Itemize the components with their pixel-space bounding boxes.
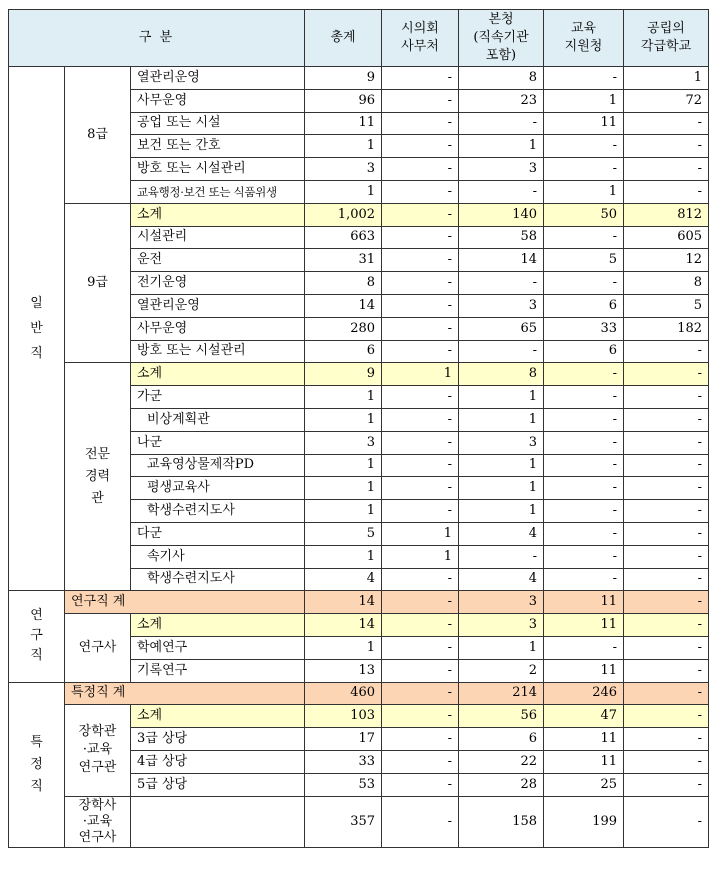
- cell-assembly: -: [382, 249, 459, 272]
- cell-school: -: [624, 568, 709, 591]
- cell-hq: 214: [459, 682, 544, 705]
- row-label: 평생교육사: [131, 477, 305, 500]
- cell-hq: 1: [459, 135, 544, 158]
- cell-school: -: [624, 386, 709, 409]
- row-label: 소계: [131, 203, 305, 226]
- cell-total: 13: [305, 659, 382, 682]
- cell-school: 72: [624, 89, 709, 112]
- cell-total: 14: [305, 591, 382, 614]
- row-label: 학생수련지도사: [131, 568, 305, 591]
- cell-assembly: -: [382, 728, 459, 751]
- cell-office: -: [544, 545, 624, 568]
- cell-assembly: -: [382, 591, 459, 614]
- cell-hq: 58: [459, 226, 544, 249]
- cell-school: 8: [624, 272, 709, 295]
- cell-school: -: [624, 500, 709, 523]
- cell-school: -: [624, 363, 709, 386]
- cell-office: -: [544, 454, 624, 477]
- cell-hq: 140: [459, 203, 544, 226]
- cell-office: -: [544, 636, 624, 659]
- row-label: 비상계획관: [131, 408, 305, 431]
- cell-total: 4: [305, 568, 382, 591]
- cell-total: 9: [305, 363, 382, 386]
- cell-office: 11: [544, 591, 624, 614]
- cell-total: 1: [305, 386, 382, 409]
- subgroup-supervisor: 장학관 ·교육 연구관: [65, 705, 131, 796]
- cell-assembly: -: [382, 317, 459, 340]
- row-label: 사무운영: [131, 317, 305, 340]
- cell-assembly: -: [382, 796, 459, 847]
- row-label: 방호 또는 시설관리: [131, 340, 305, 363]
- cell-hq: 23: [459, 89, 544, 112]
- cell-hq: 1: [459, 500, 544, 523]
- header-row: [9, 10, 709, 67]
- cell-hq: -: [459, 180, 544, 203]
- cell-hq: 1: [459, 386, 544, 409]
- cell-hq: 1: [459, 636, 544, 659]
- row-label: 4급 상당: [131, 750, 305, 773]
- cell-total: 11: [305, 112, 382, 135]
- cell-office: 1: [544, 180, 624, 203]
- cell-hq: 3: [459, 294, 544, 317]
- cell-total: 1: [305, 636, 382, 659]
- staff-table: [8, 9, 709, 848]
- cell-total: 14: [305, 614, 382, 637]
- cell-hq: 22: [459, 750, 544, 773]
- cell-assembly: -: [382, 454, 459, 477]
- cell-office: -: [544, 226, 624, 249]
- cell-assembly: -: [382, 180, 459, 203]
- header-assembly: 시의회 사무처: [382, 10, 459, 67]
- row-label: 학예연구: [131, 636, 305, 659]
- cell-hq: 56: [459, 705, 544, 728]
- row-label: 보건 또는 간호: [131, 135, 305, 158]
- cell-office: -: [544, 386, 624, 409]
- cell-school: -: [624, 408, 709, 431]
- cell-school: -: [624, 158, 709, 181]
- cell-total: 31: [305, 249, 382, 272]
- cell-total: 14: [305, 294, 382, 317]
- cell-total: 17: [305, 728, 382, 751]
- cell-total: 53: [305, 773, 382, 796]
- cell-hq: -: [459, 340, 544, 363]
- cell-school: -: [624, 659, 709, 682]
- row-label: 3급 상당: [131, 728, 305, 751]
- cell-total: 103: [305, 705, 382, 728]
- cell-total: 1,002: [305, 203, 382, 226]
- cell-total: 9: [305, 67, 382, 90]
- cell-total: 5: [305, 522, 382, 545]
- cell-total: 3: [305, 431, 382, 454]
- cell-school: -: [624, 614, 709, 637]
- row-label: 소계: [131, 614, 305, 637]
- cell-hq: 3: [459, 614, 544, 637]
- row-label: 특정직 계: [65, 682, 305, 705]
- cell-office: -: [544, 272, 624, 295]
- cell-hq: 3: [459, 591, 544, 614]
- cell-assembly: -: [382, 67, 459, 90]
- cell-total: 33: [305, 750, 382, 773]
- cell-assembly: -: [382, 500, 459, 523]
- cell-office: 1: [544, 89, 624, 112]
- cell-assembly: -: [382, 272, 459, 295]
- cell-assembly: -: [382, 158, 459, 181]
- cell-hq: 8: [459, 363, 544, 386]
- cell-school: -: [624, 728, 709, 751]
- cell-office: -: [544, 477, 624, 500]
- cell-school: -: [624, 591, 709, 614]
- group-general: 일 반 직: [9, 67, 65, 591]
- header-school: 공립의 각급학교: [624, 10, 709, 67]
- cell-assembly: -: [382, 408, 459, 431]
- cell-assembly: -: [382, 773, 459, 796]
- subgroup-expert: 전문 경력 관: [65, 363, 131, 591]
- cell-total: 1: [305, 500, 382, 523]
- cell-hq: 4: [459, 568, 544, 591]
- subtotal-row: [9, 363, 709, 386]
- cell-hq: 158: [459, 796, 544, 847]
- cell-assembly: 1: [382, 522, 459, 545]
- cell-total: 460: [305, 682, 382, 705]
- row-label: 열관리운영: [131, 294, 305, 317]
- cell-assembly: -: [382, 294, 459, 317]
- subgroup-grade9: 9급: [65, 203, 131, 363]
- cell-assembly: 1: [382, 545, 459, 568]
- cell-office: -: [544, 67, 624, 90]
- cell-hq: 1: [459, 477, 544, 500]
- cell-office: -: [544, 158, 624, 181]
- cell-office: 246: [544, 682, 624, 705]
- cell-school: -: [624, 796, 709, 847]
- cell-school: 182: [624, 317, 709, 340]
- cell-hq: -: [459, 545, 544, 568]
- cell-assembly: -: [382, 431, 459, 454]
- row-label: 교육행정·보건 또는 식품위생: [131, 180, 305, 203]
- row-label: 5급 상당: [131, 773, 305, 796]
- cell-office: 33: [544, 317, 624, 340]
- cell-hq: 2: [459, 659, 544, 682]
- cell-hq: -: [459, 272, 544, 295]
- cell-assembly: -: [382, 705, 459, 728]
- cell-school: 1: [624, 67, 709, 90]
- cell-assembly: -: [382, 750, 459, 773]
- cell-hq: 4: [459, 522, 544, 545]
- cell-school: 812: [624, 203, 709, 226]
- table-row: [9, 67, 709, 90]
- row-label: 소계: [131, 363, 305, 386]
- total-row: [9, 682, 709, 705]
- cell-school: -: [624, 477, 709, 500]
- cell-assembly: -: [382, 226, 459, 249]
- row-label: 열관리운영: [131, 67, 305, 90]
- total-row: [9, 591, 709, 614]
- row-label: [131, 796, 305, 847]
- cell-office: 11: [544, 614, 624, 637]
- cell-hq: 1: [459, 454, 544, 477]
- cell-total: 6: [305, 340, 382, 363]
- cell-school: 12: [624, 249, 709, 272]
- cell-office: -: [544, 408, 624, 431]
- cell-assembly: -: [382, 203, 459, 226]
- cell-total: 1: [305, 408, 382, 431]
- row-label: 교육영상물제작PD: [131, 454, 305, 477]
- table-row: [9, 796, 709, 847]
- row-label: 가군: [131, 386, 305, 409]
- cell-office: 6: [544, 294, 624, 317]
- row-label: 나군: [131, 431, 305, 454]
- cell-school: -: [624, 705, 709, 728]
- subgroup-inspector: 장학사 ·교육 연구사: [65, 796, 131, 847]
- cell-office: -: [544, 363, 624, 386]
- row-label: 기록연구: [131, 659, 305, 682]
- cell-total: 280: [305, 317, 382, 340]
- cell-school: -: [624, 340, 709, 363]
- cell-total: 3: [305, 158, 382, 181]
- cell-hq: 6: [459, 728, 544, 751]
- cell-school: -: [624, 135, 709, 158]
- group-research: 연 구 직: [9, 591, 65, 682]
- cell-office: -: [544, 135, 624, 158]
- cell-assembly: -: [382, 659, 459, 682]
- cell-assembly: -: [382, 386, 459, 409]
- header-total: 총계: [305, 10, 382, 67]
- cell-office: -: [544, 522, 624, 545]
- cell-school: -: [624, 522, 709, 545]
- cell-hq: 3: [459, 431, 544, 454]
- cell-office: 25: [544, 773, 624, 796]
- subtotal-row: [9, 705, 709, 728]
- cell-school: -: [624, 682, 709, 705]
- cell-school: -: [624, 545, 709, 568]
- group-special: 특 정 직: [9, 682, 65, 847]
- cell-office: 11: [544, 659, 624, 682]
- row-label: 학생수련지도사: [131, 500, 305, 523]
- cell-hq: 8: [459, 67, 544, 90]
- cell-school: 5: [624, 294, 709, 317]
- cell-office: -: [544, 568, 624, 591]
- cell-hq: 65: [459, 317, 544, 340]
- cell-assembly: -: [382, 636, 459, 659]
- cell-office: 11: [544, 112, 624, 135]
- row-label: 사무운영: [131, 89, 305, 112]
- cell-hq: 3: [459, 158, 544, 181]
- header-office: 교육 지원청: [544, 10, 624, 67]
- header-hq: 본청 (직속기관 포함): [459, 10, 544, 67]
- cell-assembly: -: [382, 89, 459, 112]
- cell-total: 1: [305, 545, 382, 568]
- row-label: 운전: [131, 249, 305, 272]
- cell-total: 1: [305, 454, 382, 477]
- cell-total: 663: [305, 226, 382, 249]
- row-label: 속기사: [131, 545, 305, 568]
- cell-assembly: -: [382, 614, 459, 637]
- row-label: 방호 또는 시설관리: [131, 158, 305, 181]
- row-label: 다군: [131, 522, 305, 545]
- row-label: 시설관리: [131, 226, 305, 249]
- cell-school: -: [624, 431, 709, 454]
- cell-office: 11: [544, 750, 624, 773]
- cell-total: 1: [305, 180, 382, 203]
- cell-school: -: [624, 750, 709, 773]
- cell-office: 50: [544, 203, 624, 226]
- cell-school: -: [624, 180, 709, 203]
- cell-hq: 1: [459, 408, 544, 431]
- header-category: 구 분: [9, 10, 305, 67]
- cell-assembly: -: [382, 112, 459, 135]
- cell-assembly: -: [382, 477, 459, 500]
- subgroup-grade8: 8급: [65, 67, 131, 204]
- cell-office: -: [544, 431, 624, 454]
- cell-total: 357: [305, 796, 382, 847]
- cell-total: 1: [305, 477, 382, 500]
- subgroup-researcher: 연구사: [65, 614, 131, 682]
- cell-assembly: -: [382, 568, 459, 591]
- subtotal-row: [9, 203, 709, 226]
- row-label: 전기운영: [131, 272, 305, 295]
- cell-office: 47: [544, 705, 624, 728]
- cell-assembly: -: [382, 340, 459, 363]
- cell-hq: 28: [459, 773, 544, 796]
- cell-hq: -: [459, 112, 544, 135]
- subtotal-row: [9, 614, 709, 637]
- cell-school: -: [624, 636, 709, 659]
- cell-total: 96: [305, 89, 382, 112]
- row-label: 연구직 계: [65, 591, 305, 614]
- row-label: 소계: [131, 705, 305, 728]
- cell-office: 11: [544, 728, 624, 751]
- cell-assembly: -: [382, 682, 459, 705]
- cell-total: 1: [305, 135, 382, 158]
- row-label: 공업 또는 시설: [131, 112, 305, 135]
- cell-office: 6: [544, 340, 624, 363]
- cell-total: 8: [305, 272, 382, 295]
- cell-school: -: [624, 112, 709, 135]
- cell-school: 605: [624, 226, 709, 249]
- cell-assembly: -: [382, 135, 459, 158]
- cell-assembly: 1: [382, 363, 459, 386]
- cell-school: -: [624, 773, 709, 796]
- cell-school: -: [624, 454, 709, 477]
- cell-office: 199: [544, 796, 624, 847]
- cell-office: 5: [544, 249, 624, 272]
- cell-office: -: [544, 500, 624, 523]
- cell-hq: 14: [459, 249, 544, 272]
